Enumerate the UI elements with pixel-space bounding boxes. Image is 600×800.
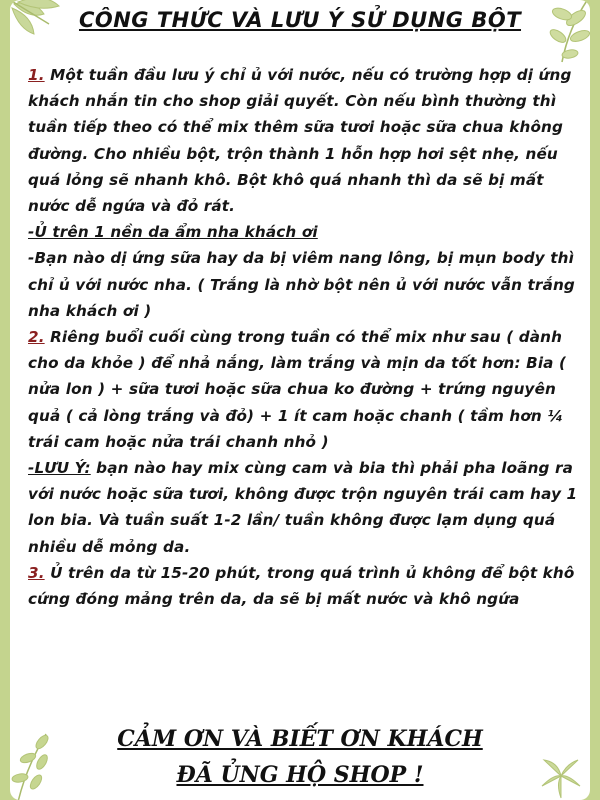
- moist-skin-note: -Ủ trên 1 nền da ẩm nha khách ơi: [28, 223, 318, 242]
- warning-text: bạn nào hay mix cùng cam và bia thì phải pha loãng ra với nước hoặc sữa tươi, không được trộn nguyên trái cam hay 1 lon bia. Và tuần suất 1-2 lần/ tuần không được lạm dụng quá nhiều dễ mỏng da.: [28, 459, 578, 556]
- allergy-note: -Bạn nào dị ứng sữa hay da bị viêm nang lông, bị mụn body thì chỉ ủ với nước nha. ( Trắng là nhờ bột nên ủ với nước vẫn trắng nha khách ơi ): [28, 249, 575, 320]
- step-text: Ủ trên da từ 15-20 phút, trong quá trình ủ không để bột khô cứng đóng mảng trên da, da sẽ bị mất nước và khô ngứa: [28, 563, 575, 609]
- step-text: Riêng buổi cuối cùng trong tuần có thể mix như sau ( dành cho da khỏe ) để nhả nắng, làm trắng và mịn da tốt hơn: Bia ( nửa lon ) + sữa tươi hoặc sữa chua ko đường + trứng nguyên quả ( cả lòng trắng và đỏ) + 1 ít cam hoặc chanh ( tầm hơn ¼ trái cam hoặc nửa trái chanh nhỏ ): [28, 328, 567, 451]
- warning-note: [28, 455, 578, 560]
- thanks-line-1: CẢM ƠN VÀ BIẾT ƠN KHÁCH: [117, 726, 483, 752]
- step-text: Một tuần đầu lưu ý chỉ ủ với nước, nếu có trường hợp dị ứng khách nhắn tin cho shop giải quyết. Còn nếu bình thường thì tuần tiếp theo có thể mix thêm sữa tươi hoặc sữa chua không đường. Cho nhiều bột, trộn thành 1 hỗn hợp hơi sệt nhẹ, nếu quá lỏng sẽ nhanh khô. Bột khô quá nhanh thì da sẽ bị mất nước dễ ngứa và đỏ rát.: [28, 66, 572, 216]
- warning-label: -LƯU Ý:: [28, 459, 91, 478]
- page-card: [10, 0, 590, 800]
- step-1: [28, 62, 578, 219]
- thanks-line-2: ĐÃ ỦNG HỘ SHOP !: [176, 762, 424, 788]
- step-2: [28, 324, 578, 455]
- instructions-body: [28, 62, 578, 612]
- page-title: CÔNG THỨC VÀ LƯU Ý SỬ DỤNG BỘT: [78, 8, 522, 32]
- step-number: 3.: [28, 563, 45, 582]
- step-number: 1.: [28, 66, 45, 84]
- step-3: [28, 560, 578, 612]
- step-number: 2.: [28, 328, 45, 347]
